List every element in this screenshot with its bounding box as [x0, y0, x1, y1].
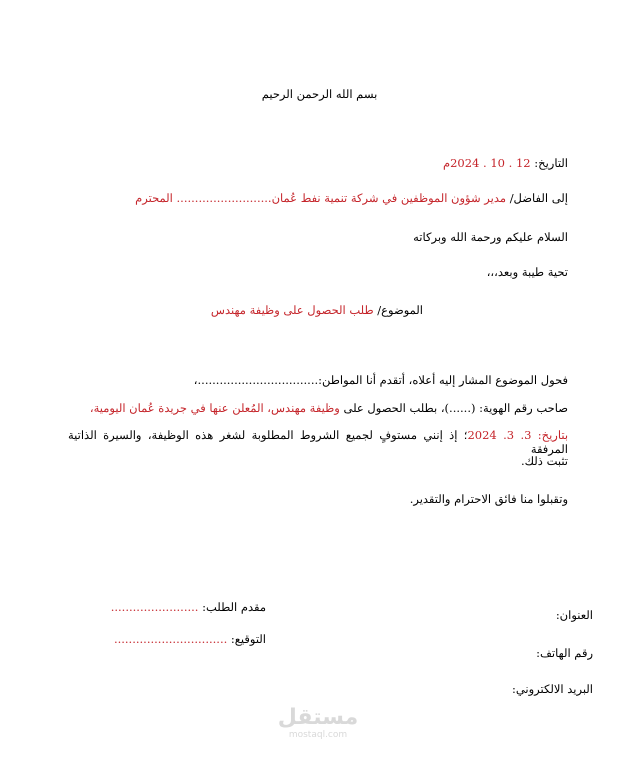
watermark-main: مستقل: [277, 705, 359, 730]
watermark-logo: [268, 706, 368, 740]
greeting: السلام عليكم ورحمة الله وبركاته: [413, 230, 568, 244]
applicant-dots: ........................: [110, 600, 199, 614]
announcement-date: بتاريخ: 3. 3. 2024: [467, 428, 569, 442]
body-line-1: فحول الموضوع المشار إليه أعلاه، أتقدم أنا المواطن:.................................،: [193, 373, 568, 387]
date-line: [443, 156, 568, 170]
phone-label: رقم الهاتف:: [536, 646, 593, 660]
subject-value: طلب الحصول على وظيفة مهندس: [210, 303, 374, 317]
salutation: تحية طيبة وبعد،،،: [486, 265, 568, 279]
signature-dots: ...............................: [113, 632, 228, 646]
recipient-value: مدير شؤون الموظفين في شركة تنمية نفط عُمان..........................: [176, 191, 507, 205]
recipient-label: إلى الفاضل/: [509, 191, 568, 205]
date-label: التاريخ:: [534, 156, 568, 170]
body-line-3-text: ؛ إذ إنني مستوفٍ لجميع الشروط المطلوبة لشغر هذه الوظيفة، والسيرة الذاتية المرفقة: [68, 428, 568, 456]
subject-label: الموضوع/: [377, 303, 423, 317]
basmala: بسم الله الرحمن الرحيم: [261, 87, 378, 101]
body-line-2-text: صاحب رقم الهوية: (......)، بطلب الحصول على: [339, 401, 568, 415]
recipient-line: [135, 191, 568, 205]
address-label: العنوان:: [555, 608, 593, 622]
applicant-label: مقدم الطلب:: [202, 600, 266, 614]
closing: وتقبلوا منا فائق الاحترام والتقدير.: [409, 492, 568, 506]
body-line-2: [68, 401, 568, 415]
watermark-url: mostaql.com: [288, 730, 348, 740]
signature-line: [114, 632, 266, 646]
email-label: البريد الالكتروني:: [511, 682, 593, 696]
signature-label: التوقيع:: [230, 632, 266, 646]
subject-line: [211, 303, 423, 317]
recipient-honorific: المحترم: [135, 191, 173, 205]
applicant-line: [111, 600, 266, 614]
body-line-4: تثبت ذلك.: [520, 454, 568, 468]
job-announcement: وظيفة مهندس، المُعلن عنها في جريدة عُمان اليومية،: [89, 401, 340, 415]
body-line-3: [68, 428, 568, 456]
date-value: 12 . 10 . 2024م: [442, 156, 531, 170]
